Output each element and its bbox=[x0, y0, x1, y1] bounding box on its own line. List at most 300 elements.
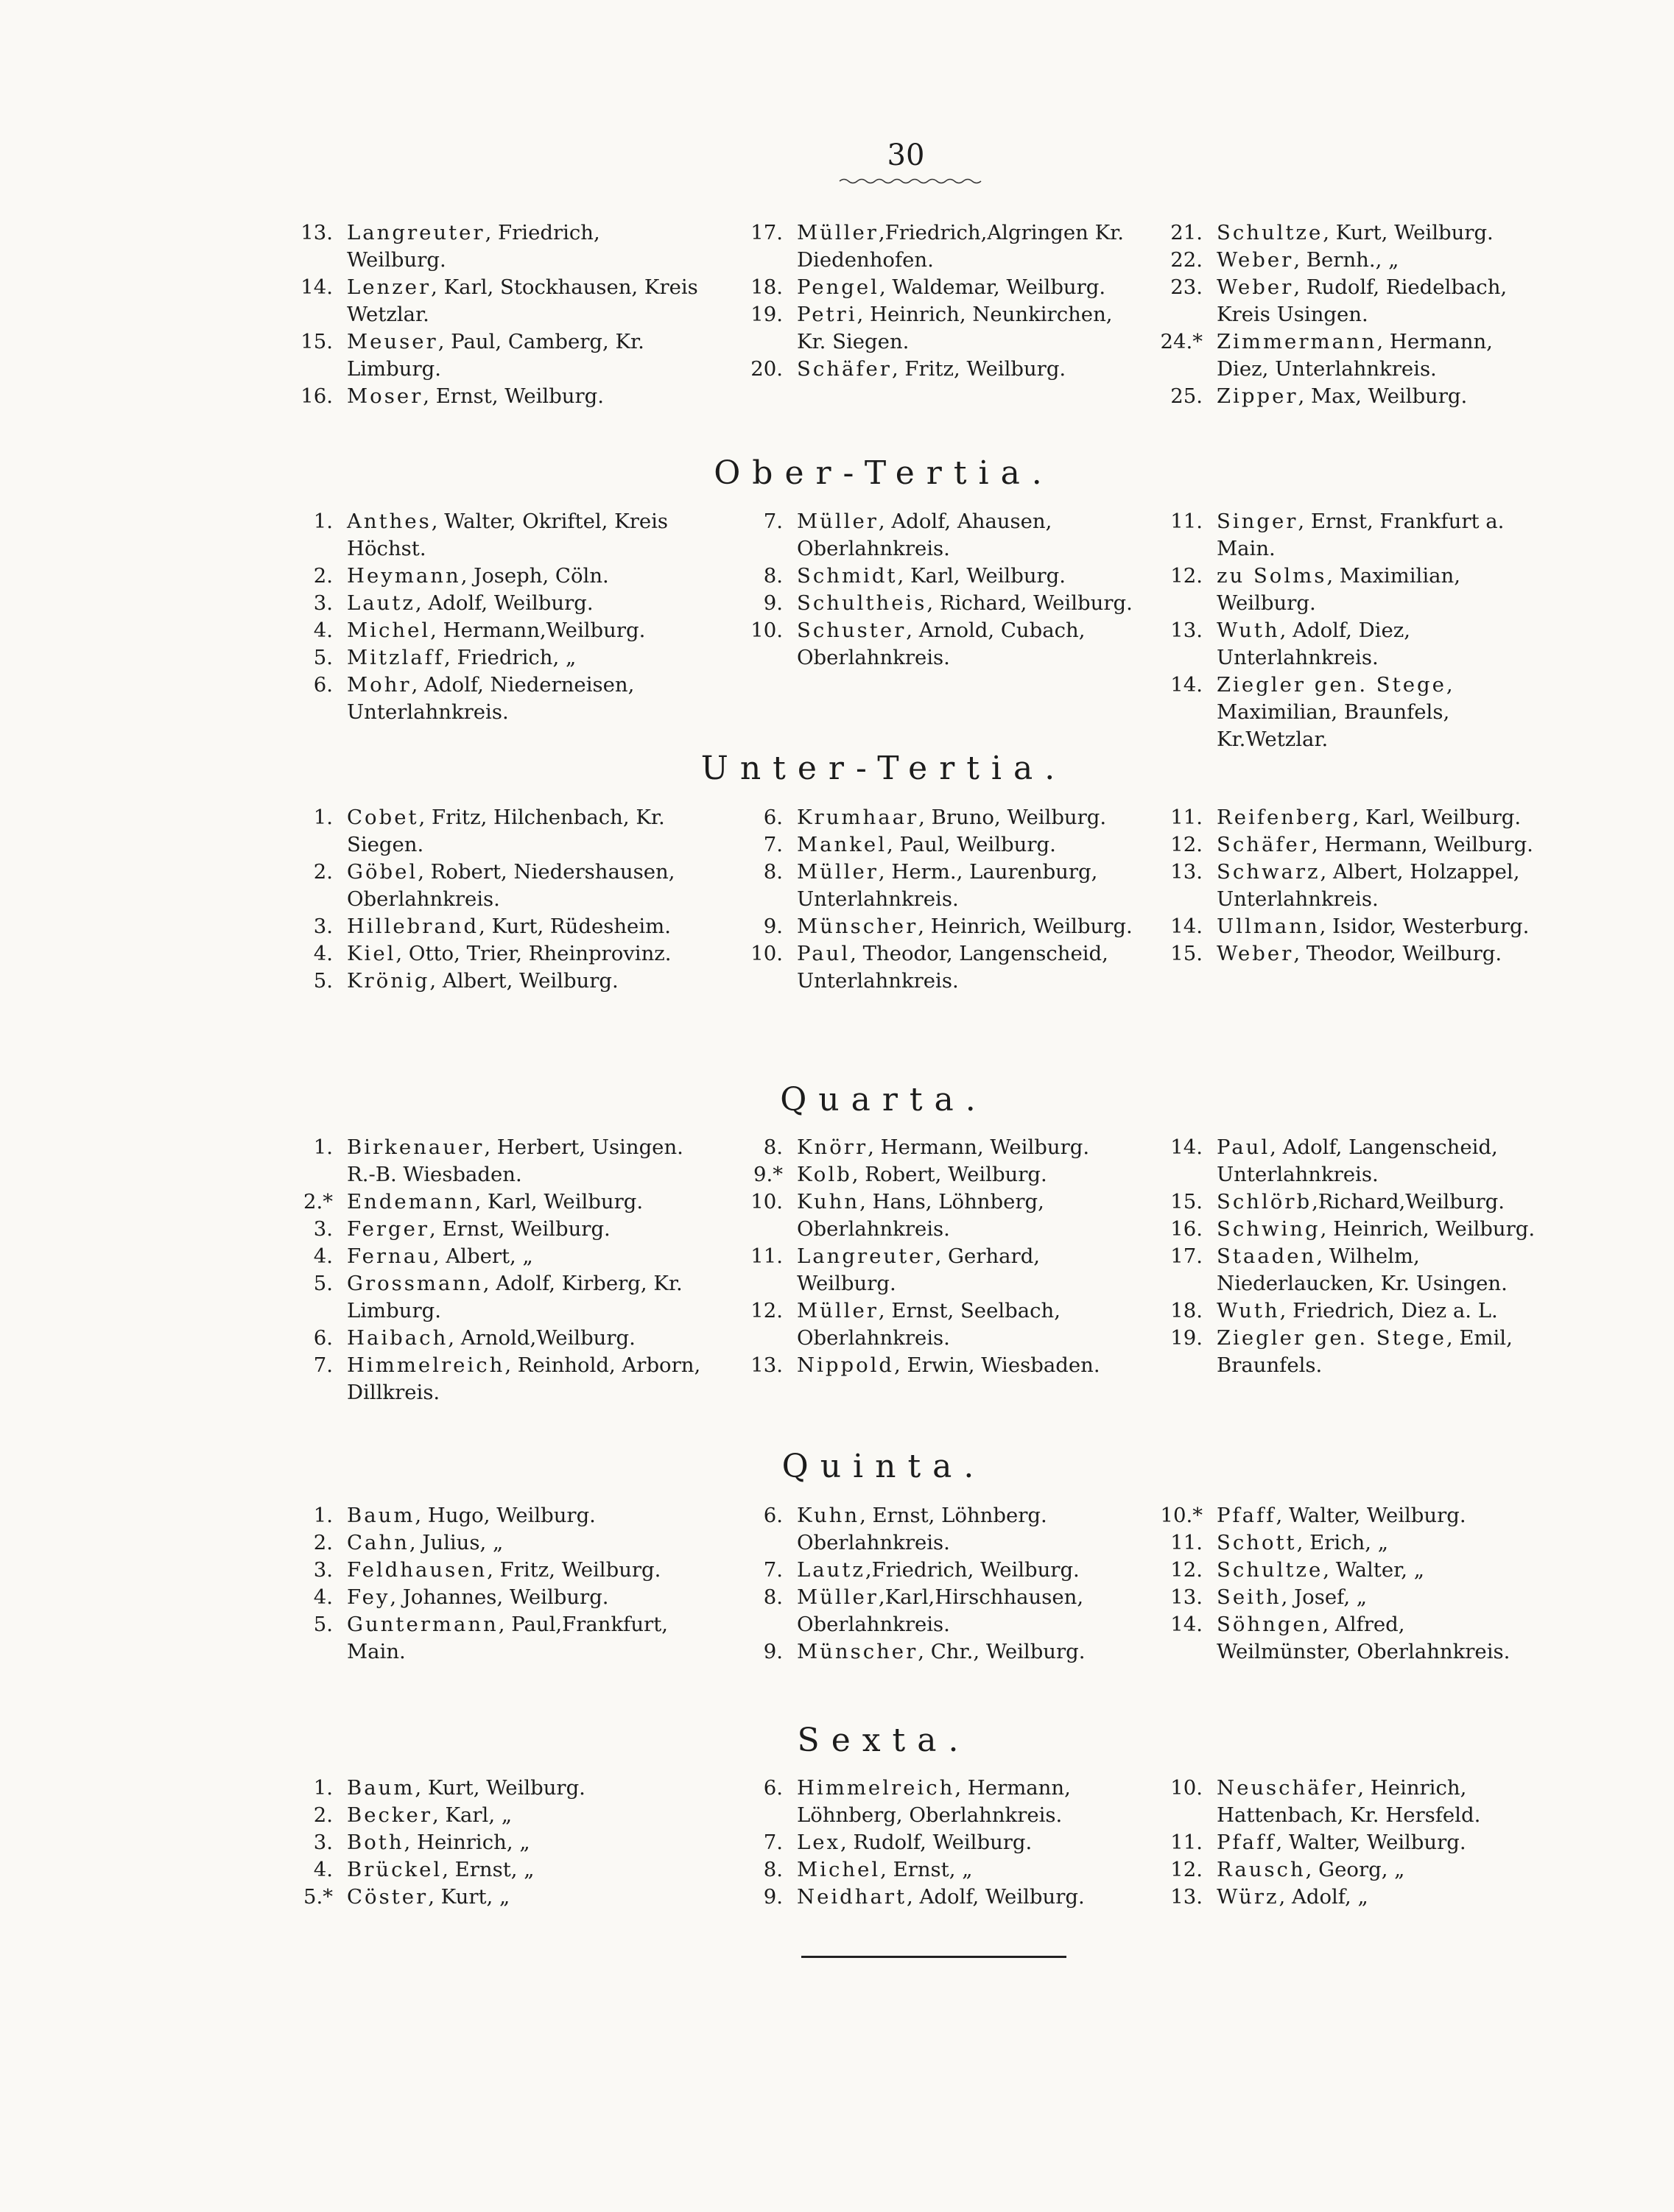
entry-number: 17. bbox=[1170, 1244, 1203, 1268]
entry-number: 7. bbox=[763, 1831, 783, 1854]
entry-number: 15. bbox=[1170, 1190, 1203, 1214]
entry-text bbox=[1217, 1829, 1543, 1856]
entry-text bbox=[347, 617, 703, 644]
entry-surname: Seith bbox=[1217, 1585, 1281, 1609]
entry-surname: Söhngen bbox=[1217, 1613, 1323, 1636]
entry-number: 1. bbox=[313, 510, 333, 533]
list-item bbox=[740, 508, 1134, 563]
entry-text bbox=[1217, 1325, 1543, 1379]
entry-number: 14. bbox=[300, 275, 333, 299]
list-item bbox=[291, 804, 703, 859]
entry-number: 21. bbox=[1170, 221, 1203, 244]
entry-surname: Himmelreich bbox=[797, 1776, 955, 1800]
entry-text bbox=[347, 1884, 703, 1911]
entry-text bbox=[1217, 1611, 1543, 1666]
entry-surname: Ziegler gen. Stege bbox=[1217, 1326, 1446, 1350]
section-heading-ober-tertia: Ober-Tertia. bbox=[714, 454, 1054, 492]
list-item bbox=[291, 219, 703, 274]
entry-details: , Richard, Weilburg. bbox=[926, 591, 1133, 615]
entry-details: , Chr., Weilburg. bbox=[918, 1640, 1086, 1663]
entry-surname: Wuth bbox=[1217, 619, 1280, 642]
entry-text bbox=[797, 1243, 1134, 1297]
entry-details: , Hermann, Diez, Unterlahnkreis. bbox=[1217, 330, 1493, 381]
entry-details: , Adolf, Kirberg, Kr. Limburg. bbox=[347, 1272, 683, 1322]
entry-details: , Walter, „ bbox=[1323, 1558, 1425, 1582]
entry-number: 5. bbox=[313, 646, 333, 669]
page-number: 30 bbox=[887, 138, 925, 172]
entry-text bbox=[1217, 1584, 1543, 1611]
entry-details: , Kurt, „ bbox=[428, 1885, 510, 1909]
entry-surname: Göbel bbox=[347, 860, 418, 884]
list-item bbox=[291, 672, 703, 726]
entry-number: 10. bbox=[750, 942, 783, 965]
entry-text bbox=[797, 804, 1134, 831]
entry-surname: Müller bbox=[797, 1299, 879, 1322]
entry-surname: Ziegler gen. Stege bbox=[1217, 673, 1446, 697]
entry-number: 4. bbox=[313, 1244, 333, 1268]
list-item bbox=[740, 219, 1134, 274]
entry-details: , Adolf, Niederneisen, Unterlahnkreis. bbox=[347, 673, 635, 724]
entry-text bbox=[347, 563, 703, 590]
entry-surname: Heymann bbox=[347, 564, 461, 588]
entry-number: 8. bbox=[763, 1858, 783, 1881]
entry-details: , Ernst, „ bbox=[442, 1858, 535, 1881]
entry-surname: zu Solms bbox=[1217, 564, 1327, 588]
entry-details: , Ernst, „ bbox=[880, 1858, 973, 1881]
entry-number: 11. bbox=[1170, 510, 1203, 533]
entry-details: , Robert, Weilburg. bbox=[851, 1163, 1047, 1186]
entry-surname: Pengel bbox=[797, 275, 879, 299]
entry-text bbox=[1217, 563, 1543, 617]
entry-details: , Kurt, Rüdesheim. bbox=[479, 915, 671, 938]
entry-number: 3. bbox=[313, 1558, 333, 1582]
entry-details: , Julius, „ bbox=[409, 1531, 504, 1554]
entry-details: , Theodor, Weilburg. bbox=[1293, 942, 1502, 965]
entry-details: , Kurt, Weilburg. bbox=[415, 1776, 585, 1800]
entry-surname: Nippold bbox=[797, 1353, 895, 1377]
entry-details: , Fritz, Weilburg. bbox=[487, 1558, 661, 1582]
entry-text bbox=[797, 274, 1134, 301]
entry-surname: Müller bbox=[797, 510, 879, 533]
list-item bbox=[740, 1856, 1134, 1884]
list-item bbox=[1153, 247, 1543, 274]
entry-text bbox=[347, 1270, 703, 1325]
list-item bbox=[1153, 1529, 1543, 1557]
entry-details: , Arnold, Cubach, Oberlahnkreis. bbox=[797, 619, 1086, 669]
entry-number: 3. bbox=[313, 591, 333, 615]
entry-details: , Paul, Weilburg. bbox=[887, 833, 1056, 856]
entry-number: 18. bbox=[750, 275, 783, 299]
entry-details: , Johannes, Weilburg. bbox=[390, 1585, 609, 1609]
entry-details: , Friedrich, Weilburg. bbox=[347, 221, 600, 272]
entry-surname: Baum bbox=[347, 1776, 415, 1800]
list-item bbox=[1153, 1216, 1543, 1243]
entry-number: 18. bbox=[1170, 1299, 1203, 1322]
entry-surname: Brückel bbox=[347, 1858, 443, 1881]
entry-number: 2. bbox=[313, 1803, 333, 1827]
list-item bbox=[291, 1884, 703, 1911]
entry-surname: Müller bbox=[797, 860, 879, 884]
list-item bbox=[740, 1243, 1134, 1297]
list-item bbox=[740, 1502, 1134, 1557]
entry-surname: Guntermann bbox=[347, 1613, 499, 1636]
list-item bbox=[1153, 1611, 1543, 1666]
entry-details: , Herbert, Usingen. R.-B. Wiesbaden. bbox=[347, 1135, 683, 1186]
entry-number: 1. bbox=[313, 1135, 333, 1159]
section-heading-quinta: Quinta. bbox=[781, 1448, 986, 1485]
entry-details: , Ernst, Seelbach, Oberlahnkreis. bbox=[797, 1299, 1061, 1350]
entry-text bbox=[1217, 1243, 1543, 1297]
entry-details: , Karl, Weilburg. bbox=[897, 564, 1066, 588]
list-item bbox=[291, 1270, 703, 1325]
entry-surname: Weber bbox=[1217, 275, 1294, 299]
entry-number: 11. bbox=[750, 1244, 783, 1268]
list-item bbox=[291, 328, 703, 383]
list-item bbox=[291, 1243, 703, 1270]
list-item bbox=[291, 1802, 703, 1829]
column-3 bbox=[1153, 219, 1543, 410]
entry-surname: Himmelreich bbox=[347, 1353, 505, 1377]
entry-text bbox=[347, 1557, 703, 1584]
list-item bbox=[1153, 672, 1543, 753]
entry-details: , Hermann,Weilburg. bbox=[430, 619, 646, 642]
list-item bbox=[1153, 1243, 1543, 1297]
entry-surname: Fernau bbox=[347, 1244, 433, 1268]
list-item bbox=[291, 508, 703, 563]
column-1 bbox=[291, 804, 703, 995]
entry-number: 17. bbox=[750, 221, 783, 244]
list-item bbox=[740, 913, 1134, 940]
entry-number: 3. bbox=[313, 1831, 333, 1854]
entry-number: 12. bbox=[1170, 564, 1203, 588]
entry-surname: Krönig bbox=[347, 969, 430, 993]
list-item bbox=[1153, 508, 1543, 563]
list-item bbox=[740, 356, 1134, 383]
entry-details: , Heinrich, Hattenbach, Kr. Hersfeld. bbox=[1217, 1776, 1481, 1827]
entry-text bbox=[797, 831, 1134, 859]
entry-number: 13. bbox=[750, 1353, 783, 1377]
entry-surname: Singer bbox=[1217, 510, 1298, 533]
list-item bbox=[291, 1829, 703, 1856]
column-2 bbox=[740, 1134, 1134, 1379]
entry-number: 15. bbox=[300, 330, 333, 353]
entry-number: 7. bbox=[763, 1558, 783, 1582]
entry-text bbox=[797, 1584, 1134, 1638]
entry-text bbox=[797, 1161, 1134, 1188]
entry-number: 13. bbox=[300, 221, 333, 244]
entry-surname: Endemann bbox=[347, 1190, 475, 1214]
entry-number: 5.* bbox=[303, 1885, 333, 1909]
column-1 bbox=[291, 219, 703, 410]
entry-surname: Pfaff bbox=[1217, 1831, 1276, 1854]
entry-text bbox=[797, 563, 1134, 590]
entry-number: 10. bbox=[750, 1190, 783, 1214]
entry-details: ,Karl,Hirschhausen, Oberlahnkreis. bbox=[797, 1585, 1084, 1636]
entry-text bbox=[1217, 1557, 1543, 1584]
section-heading-unter-tertia: Unter-Tertia. bbox=[700, 750, 1067, 787]
entry-details: , Albert, Holzappel, Unterlahnkreis. bbox=[1217, 860, 1520, 911]
list-item bbox=[291, 590, 703, 617]
entry-surname: Rausch bbox=[1217, 1858, 1306, 1881]
entry-surname: Petri bbox=[797, 303, 857, 326]
column-1 bbox=[291, 1502, 703, 1666]
entry-surname: Langreuter bbox=[797, 1244, 935, 1268]
entry-text bbox=[1217, 804, 1543, 831]
entry-details: , Ernst, Frankfurt a. Main. bbox=[1217, 510, 1505, 560]
entry-details: , Albert, Weilburg. bbox=[429, 969, 619, 993]
column-1 bbox=[291, 1775, 703, 1911]
entry-number: 22. bbox=[1170, 248, 1203, 272]
entry-number: 1. bbox=[313, 1776, 333, 1800]
entry-surname: Cöster bbox=[347, 1885, 429, 1909]
entry-details: , Adolf, Weilburg. bbox=[415, 591, 594, 615]
entry-details: , Ernst, Löhnberg. Oberlahnkreis. bbox=[797, 1504, 1047, 1554]
column-3 bbox=[1153, 1775, 1543, 1911]
entry-surname: Fey bbox=[347, 1585, 390, 1609]
entry-number: 6. bbox=[763, 1504, 783, 1527]
list-item bbox=[291, 1502, 703, 1529]
entry-number: 5. bbox=[313, 969, 333, 993]
list-item bbox=[291, 1557, 703, 1584]
entry-surname: Müller bbox=[797, 221, 879, 244]
list-item bbox=[740, 301, 1134, 356]
entry-details: , Rudolf, Weilburg. bbox=[840, 1831, 1033, 1854]
entry-surname: Kiel bbox=[347, 942, 396, 965]
entry-details: , Ernst, Weilburg. bbox=[423, 384, 605, 408]
entry-number: 12. bbox=[1170, 833, 1203, 856]
entry-text bbox=[797, 1188, 1134, 1243]
entry-details: ,Richard,Weilburg. bbox=[1312, 1190, 1505, 1214]
entry-number: 23. bbox=[1170, 275, 1203, 299]
entry-text bbox=[797, 219, 1134, 274]
entry-surname: Mitzlaff bbox=[347, 646, 445, 669]
list-item bbox=[740, 1297, 1134, 1352]
entry-surname: Reifenberg bbox=[1217, 806, 1353, 829]
list-item bbox=[740, 1188, 1134, 1243]
entry-number: 11. bbox=[1170, 1831, 1203, 1854]
entry-details: , Bernh., „ bbox=[1293, 248, 1399, 272]
column-2 bbox=[740, 1775, 1134, 1911]
list-item bbox=[740, 940, 1134, 995]
entry-surname: Pfaff bbox=[1217, 1504, 1276, 1527]
entry-text bbox=[797, 617, 1134, 672]
entry-details: , Adolf, Diez, Unterlahnkreis. bbox=[1217, 619, 1410, 669]
entry-text bbox=[797, 356, 1134, 383]
entry-surname: Kolb bbox=[797, 1163, 852, 1186]
list-item bbox=[291, 644, 703, 672]
list-item bbox=[291, 1325, 703, 1352]
entry-number: 14. bbox=[1170, 1135, 1203, 1159]
entry-text bbox=[1217, 328, 1543, 383]
list-item bbox=[740, 590, 1134, 617]
entry-surname: Knörr bbox=[797, 1135, 868, 1159]
entry-details: , Heinrich, „ bbox=[404, 1831, 530, 1854]
entry-number: 15. bbox=[1170, 942, 1203, 965]
list-item bbox=[291, 563, 703, 590]
entry-surname: Müller bbox=[797, 1585, 879, 1609]
entry-text bbox=[797, 1352, 1134, 1379]
entry-details: , Karl, Weilburg. bbox=[474, 1190, 644, 1214]
column-1 bbox=[291, 508, 703, 726]
entry-details: , Arnold,Weilburg. bbox=[448, 1326, 636, 1350]
entry-text bbox=[1217, 1856, 1543, 1884]
entry-details: , Adolf, „ bbox=[1279, 1885, 1368, 1909]
entry-text bbox=[1217, 617, 1543, 672]
entry-surname: Staaden bbox=[1217, 1244, 1317, 1268]
list-item bbox=[740, 563, 1134, 590]
entry-number: 16. bbox=[300, 384, 333, 408]
list-item bbox=[740, 1638, 1134, 1666]
entry-details: , Hugo, Weilburg. bbox=[415, 1504, 596, 1527]
list-item bbox=[291, 1352, 703, 1406]
entry-text bbox=[347, 1188, 703, 1216]
entry-text bbox=[797, 301, 1134, 356]
entry-surname: Lautz bbox=[797, 1558, 865, 1582]
entry-details: ,Friedrich, Weilburg. bbox=[865, 1558, 1080, 1582]
entry-number: 24.* bbox=[1160, 330, 1203, 353]
entry-details: , Adolf, Ahausen, Oberlahnkreis. bbox=[797, 510, 1052, 560]
entry-text bbox=[347, 804, 703, 859]
entry-details: , Karl, Stockhausen, Kreis Wetzlar. bbox=[347, 275, 698, 326]
entry-number: 20. bbox=[750, 357, 783, 381]
entry-surname: Baum bbox=[347, 1504, 415, 1527]
list-item bbox=[1153, 1856, 1543, 1884]
list-item bbox=[291, 617, 703, 644]
entry-text bbox=[1217, 219, 1543, 247]
entry-surname: Krumhaar bbox=[797, 806, 919, 829]
list-item bbox=[740, 1134, 1134, 1161]
entry-text bbox=[797, 1638, 1134, 1666]
entry-surname: Michel bbox=[797, 1858, 881, 1881]
entry-text bbox=[1217, 1502, 1543, 1529]
entry-details: , Heinrich, Weilburg. bbox=[1320, 1217, 1536, 1241]
entry-surname: Münscher bbox=[797, 915, 918, 938]
entry-number: 14. bbox=[1170, 673, 1203, 697]
list-item bbox=[740, 859, 1134, 913]
entry-surname: Schmidt bbox=[797, 564, 898, 588]
list-item bbox=[1153, 1502, 1543, 1529]
entry-text bbox=[347, 1802, 703, 1829]
entry-number: 7. bbox=[763, 510, 783, 533]
entry-number: 9. bbox=[763, 915, 783, 938]
entry-details: , Adolf, Weilburg. bbox=[907, 1885, 1085, 1909]
list-item bbox=[1153, 1188, 1543, 1216]
entry-text bbox=[347, 1856, 703, 1884]
entry-surname: Mankel bbox=[797, 833, 887, 856]
column-2 bbox=[740, 508, 1134, 672]
entry-surname: Paul bbox=[1217, 1135, 1270, 1159]
entry-details: , Maximilian, Braunfels, Kr.Wetzlar. bbox=[1217, 673, 1453, 751]
entry-text bbox=[797, 1775, 1134, 1829]
entry-details: , Fritz, Weilburg. bbox=[891, 357, 1066, 381]
entry-number: 2. bbox=[313, 1531, 333, 1554]
entry-details: , Karl, „ bbox=[432, 1803, 513, 1827]
list-item bbox=[291, 1856, 703, 1884]
entry-surname: Langreuter bbox=[347, 221, 485, 244]
list-item bbox=[1153, 859, 1543, 913]
entry-number: 5. bbox=[313, 1272, 333, 1295]
section-heading-sexta: Sexta. bbox=[797, 1722, 971, 1759]
entry-surname: Lex bbox=[797, 1831, 841, 1854]
entry-number: 12. bbox=[750, 1299, 783, 1322]
entry-details: , Emil, Braunfels. bbox=[1217, 1326, 1513, 1377]
entry-text bbox=[1217, 913, 1543, 940]
entry-number: 5. bbox=[313, 1613, 333, 1636]
entry-surname: Haibach bbox=[347, 1326, 449, 1350]
entry-details: , Paul,Frankfurt, Main. bbox=[347, 1613, 668, 1663]
entry-surname: Feldhausen bbox=[347, 1558, 488, 1582]
entry-number: 9.* bbox=[753, 1163, 783, 1186]
list-item bbox=[740, 1584, 1134, 1638]
entry-surname: Cobet bbox=[347, 806, 419, 829]
entry-surname: Schäfer bbox=[797, 357, 892, 381]
list-item bbox=[291, 913, 703, 940]
entry-text bbox=[1217, 1134, 1543, 1188]
entry-details: , Joseph, Cöln. bbox=[460, 564, 609, 588]
list-item bbox=[291, 1584, 703, 1611]
entry-surname: Schwarz bbox=[1217, 860, 1320, 884]
entry-number: 13. bbox=[1170, 619, 1203, 642]
entry-number: 6. bbox=[763, 1776, 783, 1800]
entry-text bbox=[797, 1134, 1134, 1161]
entry-details: , Maximilian, Weilburg. bbox=[1217, 564, 1460, 615]
entry-text bbox=[797, 1856, 1134, 1884]
entry-details: , Friedrich, Diez a. L. bbox=[1279, 1299, 1498, 1322]
entry-text bbox=[347, 328, 703, 383]
entry-text bbox=[347, 1502, 703, 1529]
entry-surname: Weber bbox=[1217, 248, 1294, 272]
entry-details: , Otto, Trier, Rheinprovinz. bbox=[395, 942, 672, 965]
list-item bbox=[1153, 1134, 1543, 1188]
entry-details: , Albert, „ bbox=[432, 1244, 533, 1268]
entry-details: , Robert, Niedershausen, Oberlahnkreis. bbox=[347, 860, 675, 911]
list-item bbox=[291, 1529, 703, 1557]
entry-number: 4. bbox=[313, 1858, 333, 1881]
entry-number: 8. bbox=[763, 564, 783, 588]
entry-text bbox=[1217, 1188, 1543, 1216]
list-item bbox=[291, 1216, 703, 1243]
entry-text bbox=[1217, 1775, 1543, 1829]
entry-number: 1. bbox=[313, 806, 333, 829]
entry-number: 1. bbox=[313, 1504, 333, 1527]
list-item bbox=[1153, 274, 1543, 328]
entry-text bbox=[347, 913, 703, 940]
list-item bbox=[740, 1352, 1134, 1379]
entry-details: , Reinhold, Arborn, Dillkreis. bbox=[347, 1353, 701, 1404]
list-item bbox=[1153, 563, 1543, 617]
entry-number: 25. bbox=[1170, 384, 1203, 408]
entry-details: , Hermann, Weilburg. bbox=[868, 1135, 1090, 1159]
entry-number: 4. bbox=[313, 1585, 333, 1609]
entry-surname: Becker bbox=[347, 1803, 432, 1827]
entry-details: , Max, Weilburg. bbox=[1298, 384, 1468, 408]
list-item bbox=[740, 617, 1134, 672]
entry-text bbox=[347, 1134, 703, 1188]
entry-details: , Georg, „ bbox=[1305, 1858, 1405, 1881]
entry-details: , Kurt, Weilburg. bbox=[1323, 221, 1494, 244]
entry-number: 14. bbox=[1170, 915, 1203, 938]
entry-number: 12. bbox=[1170, 1858, 1203, 1881]
entry-surname: Lautz bbox=[347, 591, 415, 615]
list-item bbox=[740, 1775, 1134, 1829]
entry-surname: Neidhart bbox=[797, 1885, 907, 1909]
entry-number: 13. bbox=[1170, 860, 1203, 884]
entry-text bbox=[1217, 672, 1543, 753]
entry-text bbox=[797, 1829, 1134, 1856]
list-item bbox=[1153, 940, 1543, 968]
list-item bbox=[1153, 1557, 1543, 1584]
entry-number: 19. bbox=[750, 303, 783, 326]
